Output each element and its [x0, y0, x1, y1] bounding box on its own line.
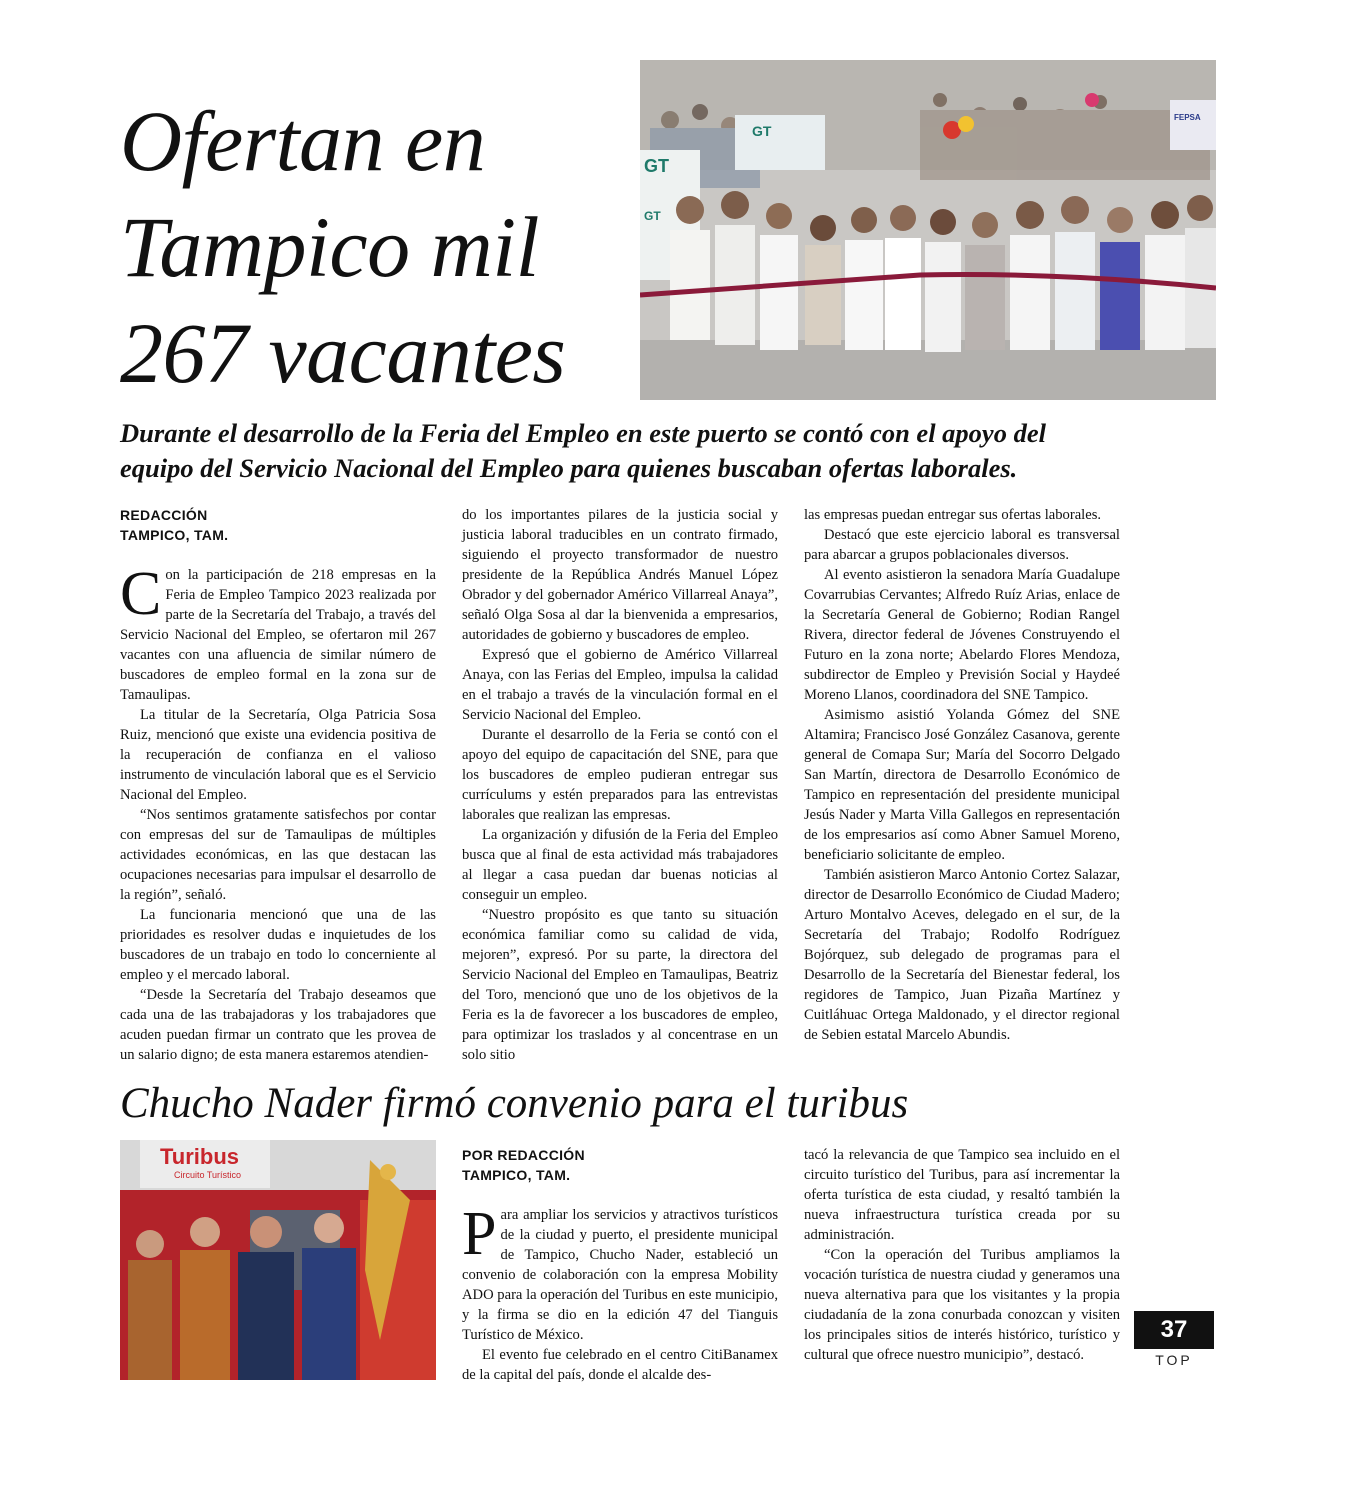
booth-sign: GT: [752, 123, 772, 139]
paragraph: Asimismo asistió Yolanda Gómez del SNE Altamira; Francisco José González Casanova, gerente general de Comapa Sur; María del Socorro Delgado San Martín, directora de Desarrollo Económico de Tampico en representación del presidente municipal Jesús Nader y Marta Villa Gallegos en representación de los empresarios así como Abner Samuel Moreno, beneficiario solicitante de empleo.: [804, 707, 1120, 863]
headline-secondary: Chucho Nader firmó convenio para el turibus: [120, 1080, 909, 1127]
turibus-subtitle: Circuito Turístico: [174, 1170, 242, 1180]
booth-sign: FEPSA: [1174, 113, 1201, 122]
drop-cap: C: [120, 560, 162, 628]
byline: POR REDACCIÓN: [462, 1147, 585, 1163]
article2-column-3: [804, 1145, 1120, 1365]
article-column-3: [804, 505, 1120, 1045]
article2-column-2: [462, 1200, 778, 1385]
section-label: TOP: [1155, 1352, 1193, 1368]
byline-block: [120, 505, 440, 545]
paragraph: Con la participación de 218 empresas en la Feria de Empleo Tampico 2023 realizada por parte de la Secretaría del Trabajo, a través del Servicio Nacional del Empleo, se ofertaron mil 267 vacantes con una afluencia de similar número de buscadores de empleo formal en la zona sur de Tamaulipas.: [120, 560, 436, 703]
headline: Ofertan en Tampico mil 267 vacantes: [120, 93, 566, 401]
paragraph: Durante el desarrollo de la Feria se contó con el apoyo del equipo de capacitación del SNE, para que los buscadores de empleo pudieran entregar sus currículums y estén preparados para las entrevistas laborales que realizan las empresas.: [462, 727, 778, 823]
booth-sign: GT: [644, 209, 661, 223]
paragraph: Para ampliar los servicios y atractivos turísticos de la ciudad y puerto, el presidente municipal de Tampico, Chucho Nader, estableció un convenio de colaboración con la empresa Mobility ADO para la operación del Turibus en este municipio, y la firma se dio en la edición 47 del Tianguis Turístico de México.: [462, 1200, 778, 1343]
turibus-logo: Turibus: [160, 1144, 240, 1169]
drop-cap: P: [462, 1200, 497, 1268]
byline-block-2: [462, 1145, 782, 1185]
job-fair-photo: [640, 60, 1216, 400]
paragraph: Destacó que este ejercicio laboral es transversal para abarcar a grupos poblacionales diversos.: [804, 527, 1120, 563]
article-column-1: [120, 560, 436, 1065]
paragraph: La funcionaria mencionó que una de las prioridades es resolver dudas e inquietudes de los buscadores de un trabajo en todo lo concerniente al empleo y el mercado laboral.: [120, 907, 436, 983]
dateline: TAMPICO, TAM.: [462, 1167, 571, 1183]
paragraph: “Nos sentimos gratamente satisfechos por contar con empresas del sur de Tamaulipas de múltiples actividades económicas, en las que destacan las ocupaciones necesarias para impulsar el desarrollo de la región”, señaló.: [120, 807, 436, 903]
article-column-2: [462, 505, 778, 1065]
paragraph: “Desde la Secretaría del Trabajo deseamos que cada una de las trabajadoras y los trabajadores que acuden puedan firmar un contrato que les provea de un salario digno; de esta manera estaremos atendien-: [120, 987, 436, 1063]
paragraph: “Con la operación del Turibus ampliamos la vocación turística de nuestra ciudad y generamos una nueva alternativa para que los visitantes y la propia ciudadanía de la zona conurbada conozcan y visiten los principales sitios de interés histórico, turístico y cultural que ofrece nuestro municipio”, destacó.: [804, 1247, 1120, 1363]
dateline: TAMPICO, TAM.: [120, 527, 229, 543]
paragraph: las empresas puedan entregar sus ofertas laborales.: [804, 507, 1102, 523]
page-number: 37: [1134, 1311, 1214, 1349]
paragraph: La titular de la Secretaría, Olga Patricia Sosa Ruiz, mencionó que existe una evidencia positiva de la recuperación de confianza en el valioso instrumento de vinculación laboral que es el Servicio Nacional del Empleo.: [120, 707, 436, 803]
paragraph: El evento fue celebrado en el centro CitiBanamex de la capital del país, donde el alcalde des-: [462, 1347, 778, 1383]
paragraph: Expresó que el gobierno de Américo Villarreal Anaya, con las Ferias del Empleo, impulsa la calidad en el trabajo a través de la vinculación formal en el Servicio Nacional del Empleo.: [462, 647, 778, 723]
paragraph: Al evento asistieron la senadora María Guadalupe Covarrubias Cervantes; Alfredo Ruíz Arias, enlace de la Secretaría General de Gobierno; Rodian Rangel Rivera, director federal de Jóvenes Construyendo el Futuro en la zona norte; Abelardo Flores Mendoza, subdirector de Empleo y Previsión Social y Haydeé Moreno Llanos, coordinadora del SNE Tampico.: [804, 567, 1120, 703]
paragraph: También asistieron Marco Antonio Cortez Salazar, director de Desarrollo Económico de Ciudad Madero; Arturo Montalvo Aceves, delegado en el sur, de la Secretaría del Trabajo; Rodolfo Rodríguez Bojórquez, sub delegado de programas para el Desarrollo de la Secretaría del Bienestar federal, los regidores de Tampico, Juan Pizaña Martínez y Cuitláhuac Ortega Maldonado, y el director regional de Sebien estatal Marcelo Abundis.: [804, 867, 1120, 1043]
paragraph: tacó la relevancia de que Tampico sea incluido en el circuito turístico del Turibus, para así incrementar la oferta turística de esta ciudad, y resaltó también la nueva infraestructura turística creada por su administración.: [804, 1147, 1120, 1243]
turibus-photo: [120, 1140, 436, 1380]
subhead: Durante el desarrollo de la Feria del Empleo en este puerto se contó con el apoyo del equipo del Servicio Nacional del Empleo para quienes buscaban ofertas laborales.: [120, 418, 1046, 483]
booth-sign: GT: [644, 156, 669, 176]
byline: REDACCIÓN: [120, 507, 208, 523]
paragraph: “Nuestro propósito es que tanto su situación económica familiar como su calidad de vida, mejoren”, expresó. Por su parte, la directora del Servicio Nacional del Empleo en Tamaulipas, Beatriz del Toro, mencionó que uno de los objetivos de la Feria es la de favorecer a los buscadores de empleo, para optimizar los traslados y al concentrase en un solo sitio: [462, 907, 778, 1063]
paragraph: do los importantes pilares de la justicia social y justicia laboral traducibles en un contrato firmado, siguiendo el proyecto transformador de nuestro presidente de la República Andrés Manuel López Obrador y del gobernador Américo Villarreal Anaya”, señaló Olga Sosa al dar la bienvenida a empresarios, autoridades de gobierno y buscadores de empleo.: [462, 507, 778, 643]
paragraph: La organización y difusión de la Feria del Empleo busca que al final de esta actividad más trabajadores al llegar a casa puedan dar buenas noticias al conseguir un empleo.: [462, 827, 778, 903]
